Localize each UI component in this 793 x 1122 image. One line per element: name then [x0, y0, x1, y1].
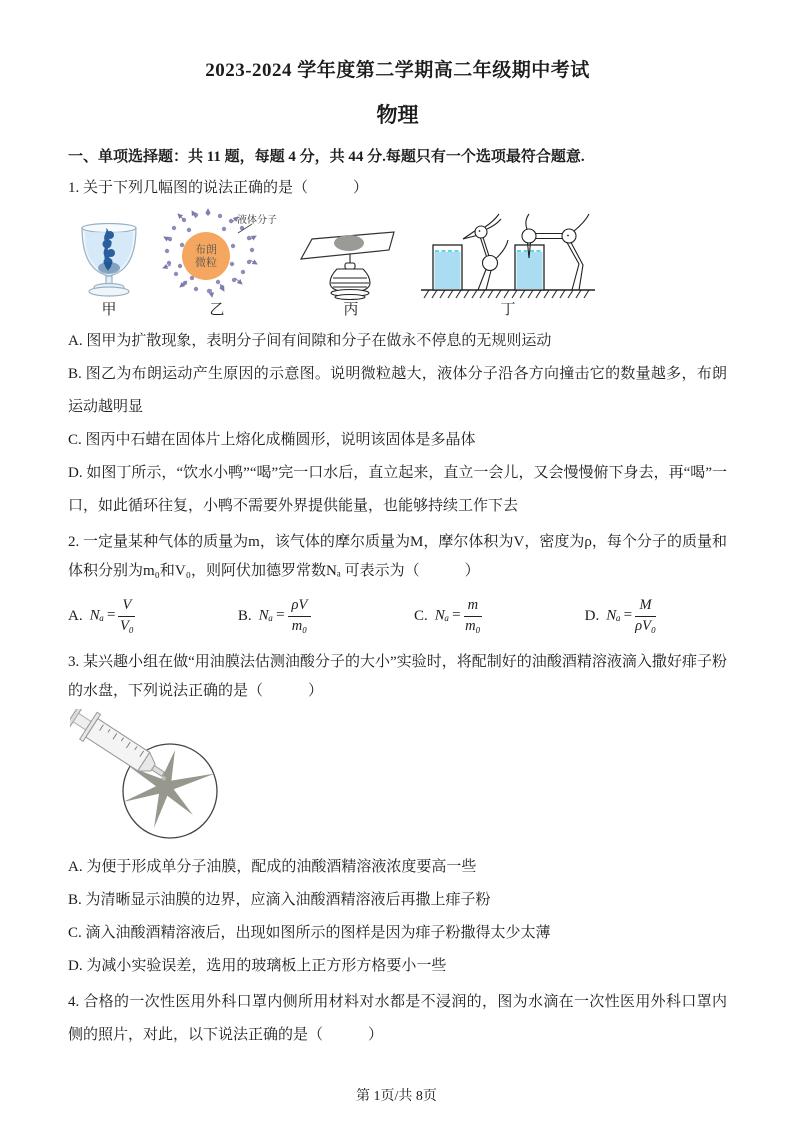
q2-option-d-formula: Nₐ = $\frac{M}{\text{ρV₀}}$ [606, 597, 656, 634]
upright-bird [463, 214, 508, 290]
water-cup-left [433, 245, 462, 290]
q3-stem: 3. 某兴趣小组在做“用油膜法估测油酸分子的大小”实验时，将配制好的油酸酒精溶液滴入撒好痱子粉的水盘，下列说法正确的是（ ） [68, 654, 727, 699]
q2-option-c-formula: Nₐ = $\frac{m}{\text{m₀}}$ [434, 597, 481, 634]
q2-options [68, 590, 656, 642]
wax-melting-icon [295, 212, 407, 300]
q3-option-a: A. 为便于形成单分子油膜，配成的油酸酒精溶液浓度要高一些 [68, 859, 477, 875]
figure-yi [156, 208, 278, 318]
q3-option-d: D. 为减小实验误差，选用的玻璃板上正方形方格要小一些 [68, 958, 447, 974]
ink-diffusion-glass-icon [76, 220, 142, 300]
figure-jia-label: 甲 [101, 302, 117, 318]
q1-options [68, 325, 727, 523]
q2-option-b [238, 597, 311, 635]
q4-stem: 4. 合格的一次性医用外科口罩内侧所用材料对水都是不浸润的，图为水滴在一次性医用外科口罩内侧的照片，对此，以下说法正确的是（ ） [68, 994, 727, 1043]
q2-option-a [68, 597, 135, 635]
q2-option-a-label: A. [68, 607, 83, 624]
brown-particle-circle [182, 232, 230, 280]
oil-film-experiment-icon [70, 709, 320, 847]
q2-option-c-label: C. [413, 607, 428, 624]
brown-particle-label-1: 布朗 [195, 244, 217, 256]
q3-option-b: B. 为清晰显示油膜的边界，应滴入油酸酒精溶液后再撒上痱子粉 [68, 892, 491, 908]
q1-stem: 1. 关于下列几幅图的说法正确的是（ ） [68, 180, 369, 196]
page-number: 第 1页/共 8页 [356, 1089, 437, 1104]
q1-option-b: B. 图乙为布朗运动产生原因的示意图。说明微粒越大，液体分子沿各方向撞击它的数量越多，布朗运动越明显 [68, 366, 727, 415]
figure-yi-label: 乙 [209, 302, 225, 318]
figure-jia [74, 220, 144, 318]
q2-option-b-formula: Nₐ = $\frac{\rho V}{\text{m₀}}$ [259, 597, 312, 635]
brown-particle-label-2: 微粒 [195, 257, 217, 269]
q2-option-a-formula: Nₐ = $\frac{V}{\text{V₀}}$ [89, 597, 134, 634]
liquid-molecule-label: 液体分子 [237, 215, 277, 226]
q2-option-b-label: B. [237, 607, 252, 624]
section-heading: 一、单项选择题：共 11 题，每题 4 分，共 44 分.每题只有一个选项最符合题意. [68, 149, 585, 165]
q1-option-c: C. 图丙中石蜡在固体片上熔化成椭圆形，说明该固体是多晶体 [68, 432, 476, 448]
ink-haze [98, 262, 120, 274]
page-title: 2023-2024 学年度第二学期高二年级期中考试 [205, 60, 590, 81]
syringe-icon [70, 709, 176, 790]
alcohol-lamp [330, 254, 370, 300]
q2-option-d-label: D. [584, 607, 600, 624]
q3-options [68, 851, 727, 983]
figure-bing-label: 丙 [343, 302, 359, 318]
ground [421, 290, 595, 298]
q1-figures [70, 208, 727, 318]
q3-figure [70, 709, 727, 847]
drinking-bird-icon [421, 212, 596, 300]
q2-stem: 2. 一定量某种气体的质量为m，该气体的摩尔质量为M，摩尔体积为V，密度为ρ，每个分子的质量和体积分别为m₀和V₀，则阿伏加德罗常数Nₐ 可表示为（ ） [68, 534, 727, 579]
q2-option-c [414, 597, 482, 635]
q2-option-d [585, 597, 656, 635]
brownian-motion-icon [156, 208, 278, 300]
q3-option-c: C. 滴入油酸酒精溶液后，出现如图所示的图样是因为痱子粉撒得太少太薄 [68, 925, 551, 941]
figure-ding [420, 212, 596, 318]
melted-wax-blob [334, 235, 364, 251]
figure-bing [294, 212, 408, 318]
figure-ding-label: 丁 [500, 302, 516, 318]
q1-option-d: D. 如图丁所示，“饮水小鸭”“喝”完一口水后，直立起来，直立一会儿，又会慢慢俯下身去，再“喝”一口，如此循环往复，小鸭不需要外界提供能量，也能够持续工作下去 [68, 465, 727, 514]
subject-title: 物理 [376, 103, 419, 127]
q1-option-a: A. 图甲为扩散现象，表明分子间有间隙和分子在做永不停息的无规则运动 [68, 333, 552, 349]
